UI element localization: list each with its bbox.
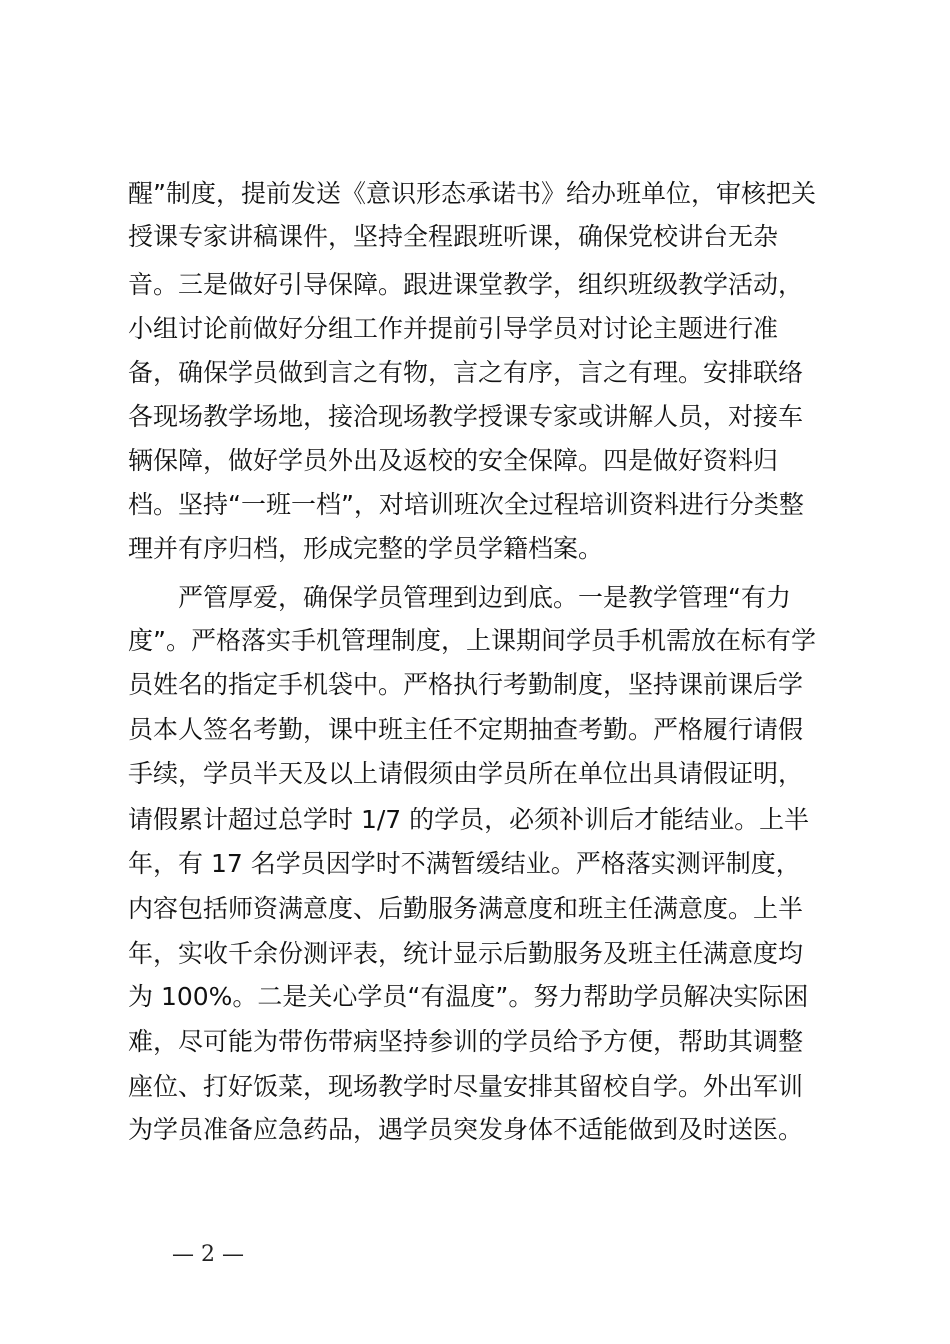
text-line: 难，尽可能为带伤带病坚持参训的学员给予方便，帮助其调整 (128, 1027, 804, 1056)
text-line: 授课专家讲稿课件，坚持全程跟班听课，确保党校讲台无杂 (128, 222, 779, 251)
paragraph-first-line: 严管厚爱，确保学员管理到边到底。一是教学管理“有力 (178, 583, 791, 612)
text-line: 年，实收千余份测评表，统计显示后勤服务及班主任满意度均 (128, 939, 804, 968)
text-line: 档。坚持“一班一档”，对培训班次全过程培训资料进行分类整 (128, 490, 804, 519)
text-line: 手续，学员半天及以上请假须由学员所在单位出具请假证明， (128, 759, 804, 788)
text-line: 为 100%。二是关心学员“有温度”。努力帮助学员解决实际困 (128, 982, 809, 1011)
text-line: 员本人签名考勤，课中班主任不定期抽查考勤。严格履行请假 (128, 715, 804, 744)
text-line: 醒”制度，提前发送《意识形态承诺书》给办班单位，审核把关 (128, 179, 816, 208)
text-line: 各现场教学场地，接洽现场教学授课专家或讲解人员，对接车 (128, 402, 804, 431)
text-line: 小组讨论前做好分组工作并提前引导学员对讨论主题进行准 (128, 314, 779, 343)
text-line: 请假累计超过总学时 1/7 的学员，必须补训后才能结业。上半 (128, 805, 810, 834)
text-line: 音。三是做好引导保障。跟进课堂教学，组织班级教学活动， (128, 270, 804, 299)
text-line: 内容包括师资满意度、后勤服务满意度和班主任满意度。上半 (128, 894, 804, 923)
text-line: 员姓名的指定手机袋中。严格执行考勤制度，坚持课前课后学 (128, 670, 804, 699)
text-line: 辆保障，做好学员外出及返校的安全保障。四是做好资料归 (128, 446, 779, 475)
text-line: 为学员准备应急药品，遇学员突发身体不适能做到及时送医。 (128, 1115, 804, 1144)
text-line: 备，确保学员做到言之有物，言之有序，言之有理。安排联络 (128, 358, 804, 387)
text-line: 年，有 17 名学员因学时不满暂缓结业。严格落实测评制度， (128, 849, 801, 878)
page-number: — 2 — (172, 1242, 244, 1267)
text-line: 座位、打好饭菜，现场教学时尽量安排其留校自学。外出军训 (128, 1072, 804, 1101)
text-line: 理并有序归档，形成完整的学员学籍档案。 (128, 534, 604, 563)
text-line: 度”。严格落实手机管理制度，上课期间学员手机需放在标有学 (128, 626, 816, 655)
